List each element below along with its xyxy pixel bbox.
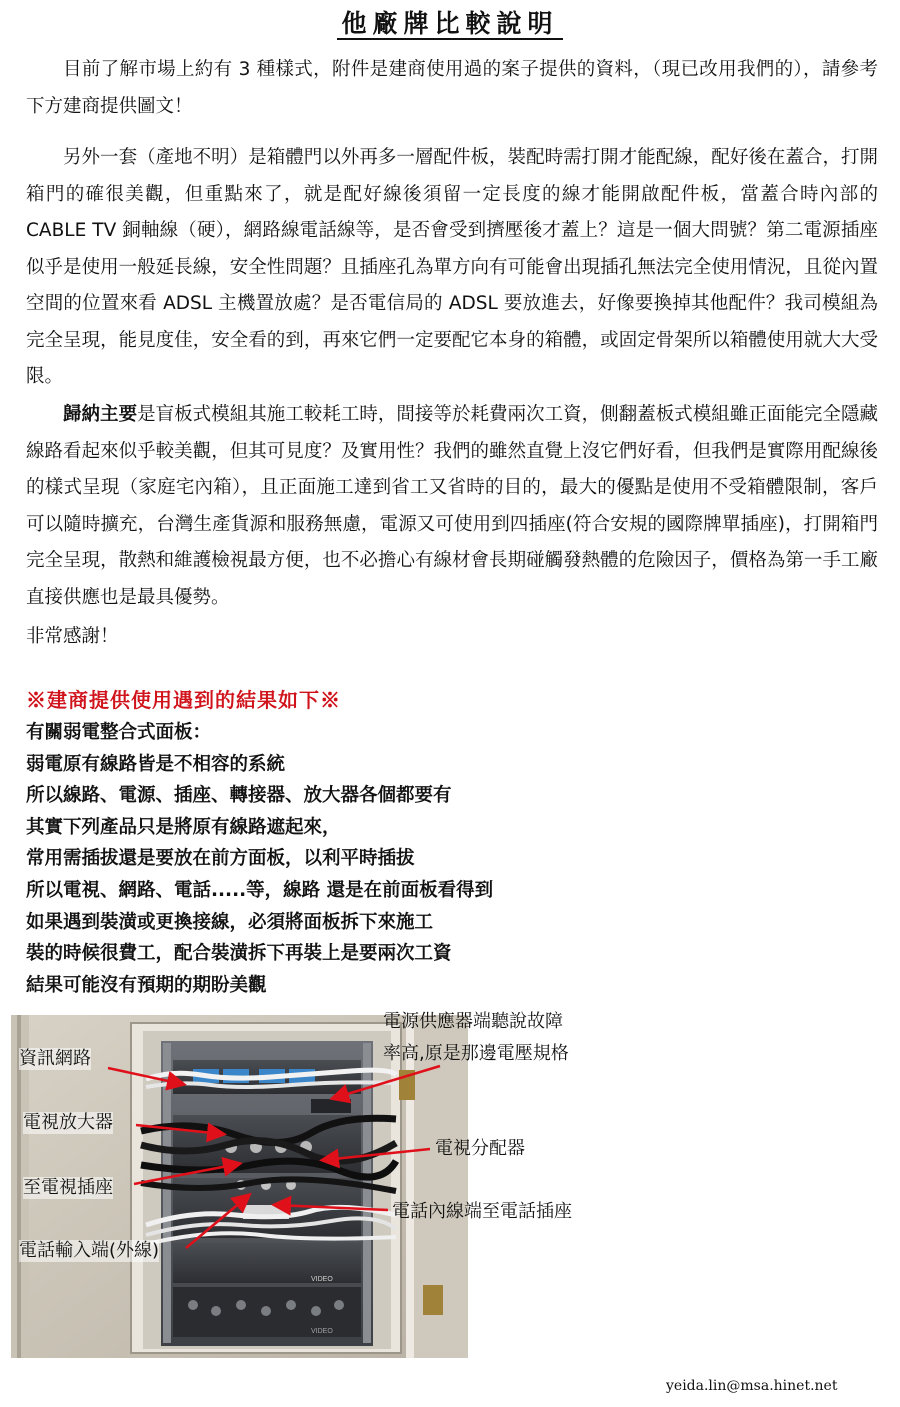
page-title-text: 他廠牌比較說明	[337, 9, 562, 40]
builder-results-list	[26, 717, 493, 1001]
panel-label: VIDEO	[311, 1276, 333, 1283]
summary-text: 是盲板式模組其施工較耗工時，間接等於耗費兩次工資，側翻蓋板式模組雖正面能完全隱藏線路看起來似乎較美觀，但其可見度？及實用性？我們的雖然直覺上沒它們好看，但我們是實際用配線後的樣式呈現（家庭宅內箱），且正面施工達到省工又省時的目的，最大的優點是使用不受箱體限制，客戶可以隨時擴充，台灣生產貨源和服務無慮，電源又可使用到四插座(符合安規的國際牌單插座)，打開箱門完全呈現，散熱和維護檢視最方便，也不必擔心有線材會長期碰觸發熱體的危險因子，價格為第一手工廠直接供應也是最具優勢。	[26, 404, 878, 608]
intro-paragraph: 目前了解市場上約有 3 種樣式，附件是建商使用過的案子提供的資料，（現已改用我們的），請參考下方建商提供圖文！	[26, 59, 878, 117]
list-item: 有關弱電整合式面板：	[26, 722, 212, 743]
phone-input-label: 電話輸入端(外線)	[19, 1240, 160, 1261]
list-item: 結果可能沒有預期的期盼美觀	[26, 974, 267, 996]
competitor-paragraph: 另外一套（產地不明）是箱體門以外再多一層配件板，裝配時需打開才能配線，配好後在蓋合，打開箱門的確很美觀，但重點來了，就是配好線後須留一定長度的線才能開啟配件板，當蓋合時內部的 CABLE TV 銅軸線（硬），網路線電話線等，是否會受到擠壓後才蓋上？這是一個大問號？第二電源插座似乎是使用一般延長線，安全性問題？且插座孔為單方向有可能會出現插孔無法完全使用情況，且從內置空間的位置來看 ADSL 主機置放處？是否電信局的 ADSL 要放進去，好像要換掉其他配件？我司模組為完全呈現，能見度佳，安全看的到，再來它們一定要配它本身的箱體，或固定骨架所以箱體使用就大大受限。	[26, 147, 878, 387]
contact-email: yeida.lin@msa.hinet.net	[666, 1378, 838, 1394]
thanks-text: 非常感謝！	[26, 626, 119, 647]
tv-splitter-label: 電視分配器	[435, 1138, 525, 1159]
list-item: 弱電原有線路皆是不相容的系統	[26, 753, 286, 775]
to-tv-socket-label: 至電視插座	[23, 1177, 113, 1198]
list-item: 所以電視、網路、電話.....等，線路 還是在前面板看得到	[26, 879, 494, 901]
list-item: 如果遇到裝潢或更換接線，必須將面板拆下來施工	[26, 911, 434, 933]
builder-results-heading: ※建商提供使用遇到的結果如下※	[26, 688, 341, 712]
network-label: 資訊網路	[19, 1048, 91, 1069]
phone-inner-label: 電話內線端至電話插座	[392, 1201, 572, 1222]
list-item: 其實下列產品只是將原有線路遮起來，	[26, 816, 341, 838]
tv-amplifier-label: 電視放大器	[23, 1112, 113, 1133]
list-item: 所以線路、電源、插座、轉接器、放大器各個都要有	[26, 785, 452, 807]
power-supply-note-line1: 電源供應器端聽說故障	[383, 1011, 563, 1032]
summary-lead: 歸納主要	[63, 404, 138, 425]
list-item: 常用需插拔還是要放在前方面板，以利平時插拔	[26, 848, 415, 870]
panel-label-2: VIDEO	[311, 1328, 333, 1335]
summary-paragraph	[26, 397, 878, 616]
list-item: 裝的時候很費工，配合裝潢拆下再裝上是要兩次工資	[26, 943, 452, 965]
page-title	[0, 4, 900, 40]
power-supply-note-line2: 率高,原是那邊電壓規格	[383, 1043, 569, 1064]
